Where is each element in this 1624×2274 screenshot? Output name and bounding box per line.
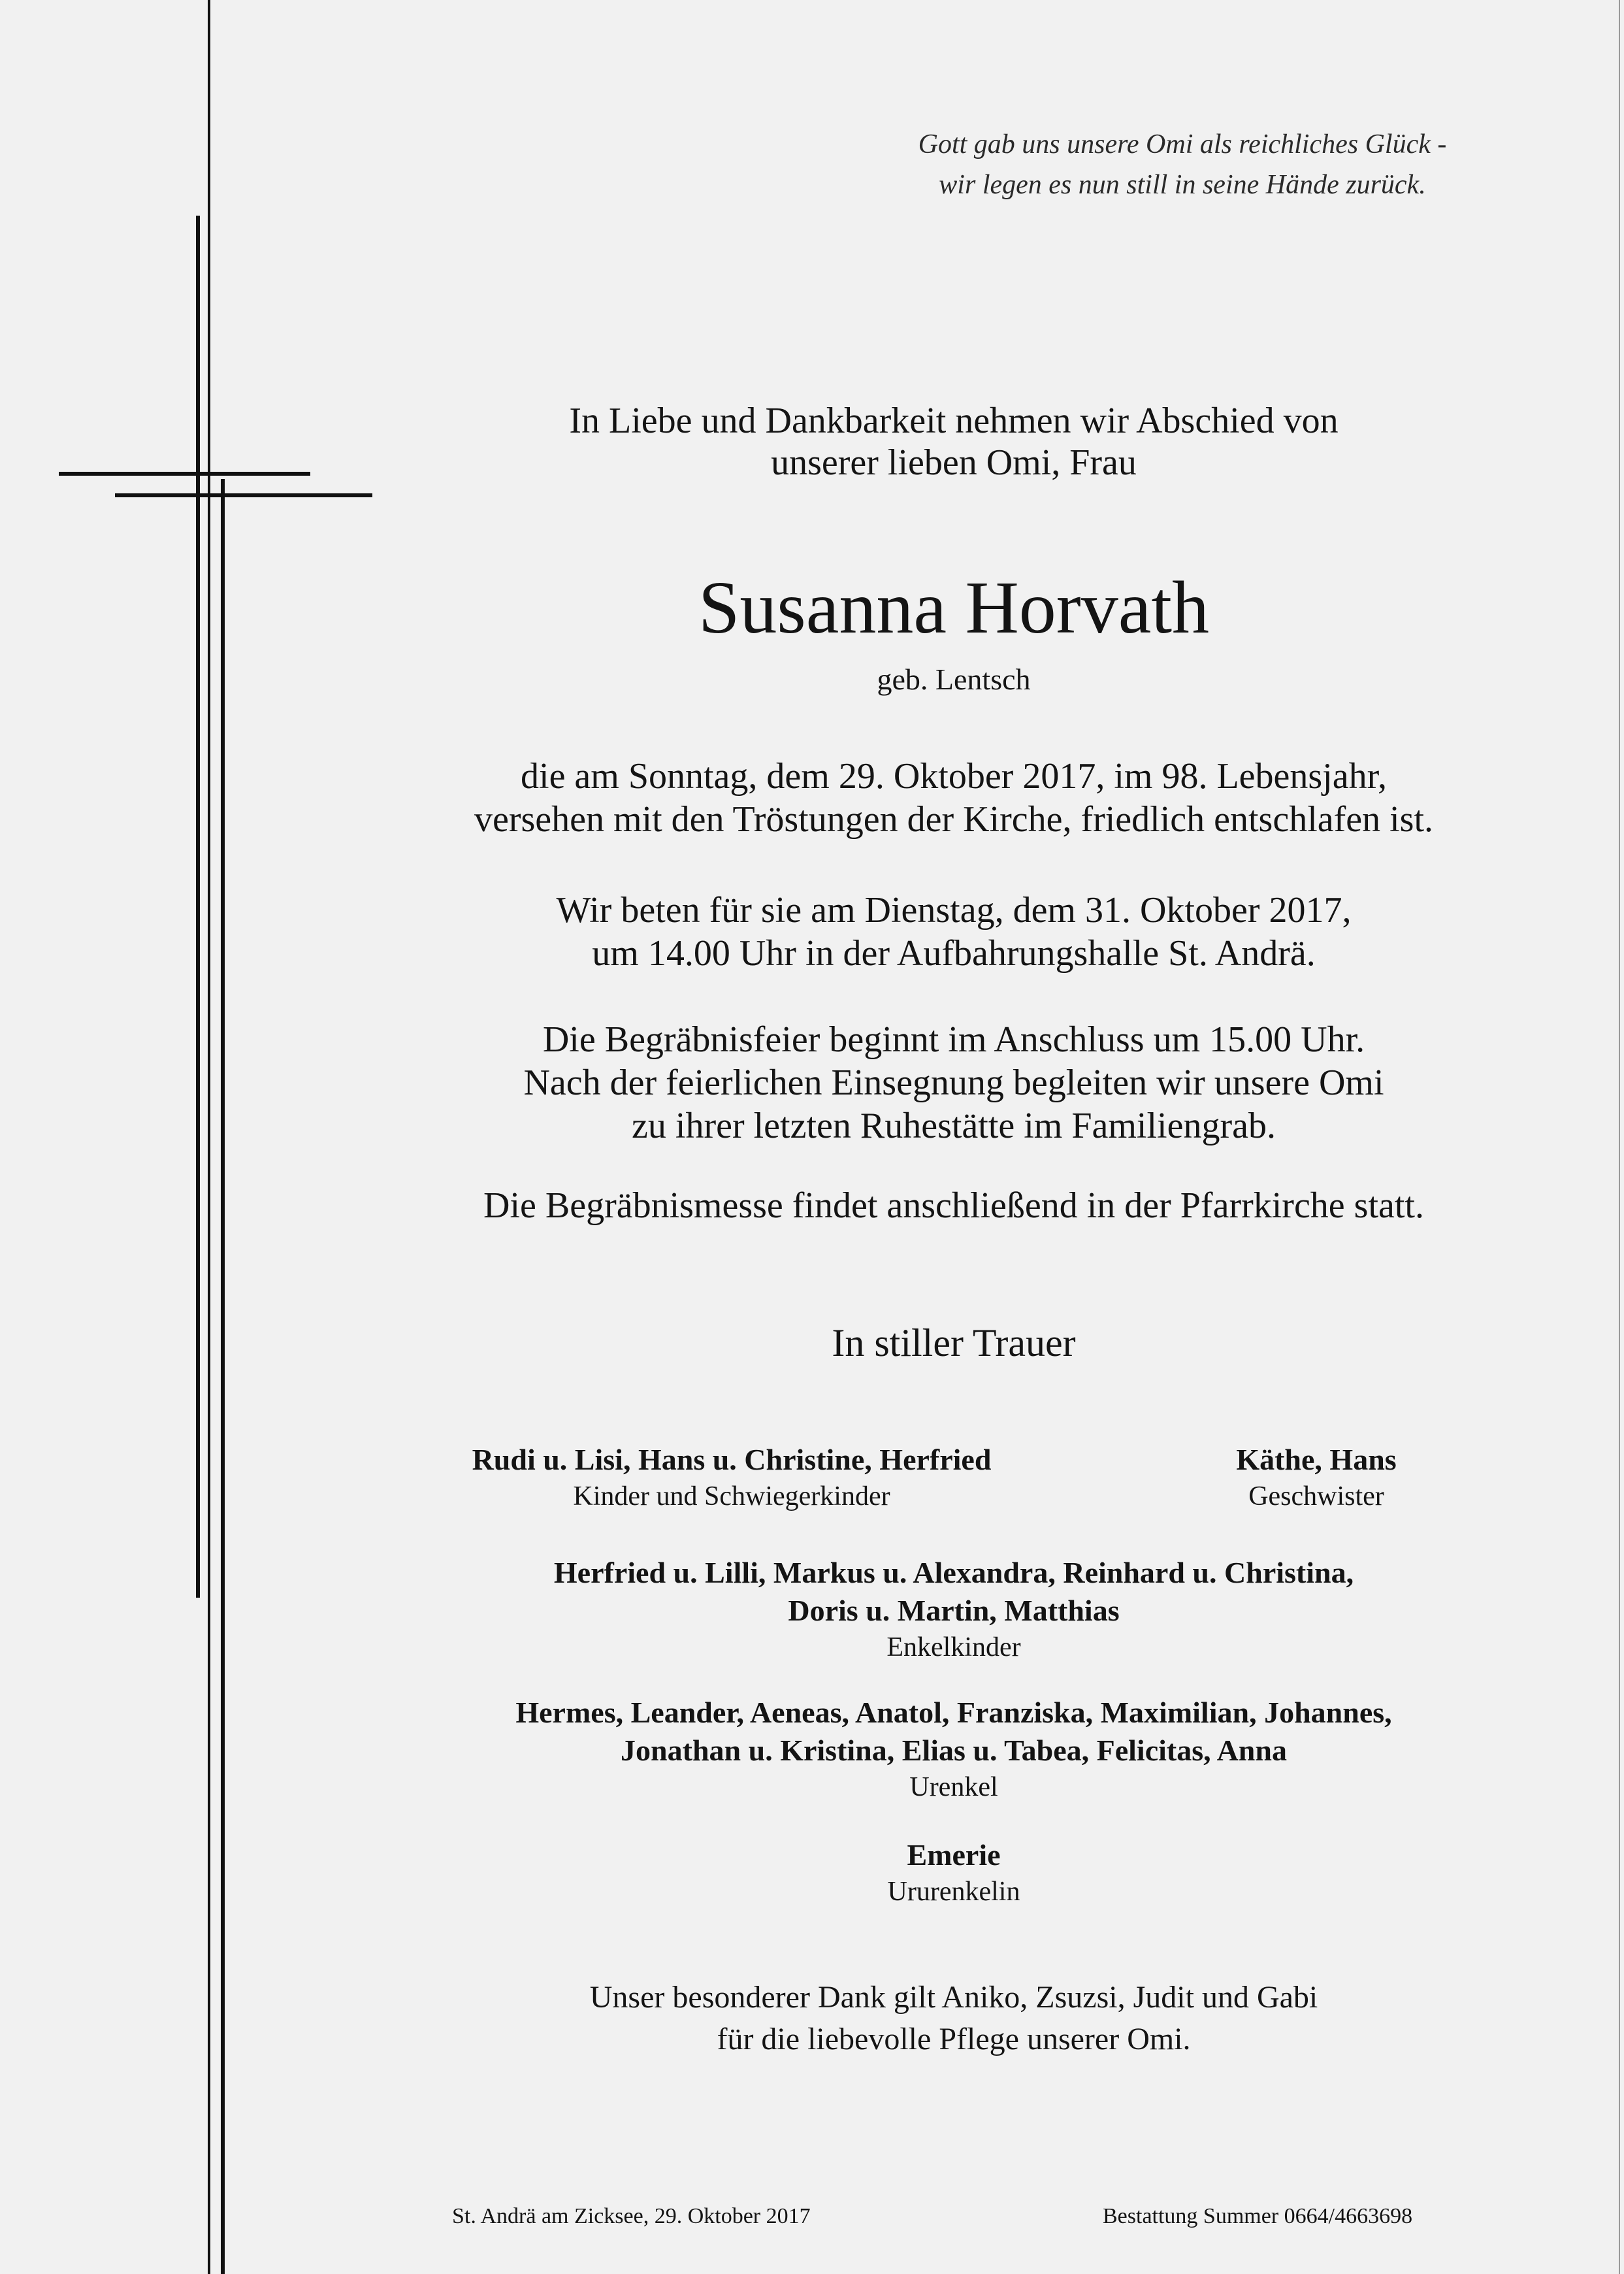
intro-line-1: In Liebe und Dankbarkeit nehmen wir Abschied von (569, 401, 1339, 441)
footer-undertaker: Bestattung Summer 0664/4663698 (1103, 2204, 1413, 2228)
intro-line-2: unserer lieben Omi, Frau (771, 442, 1137, 483)
mourners-great-grandchildren (392, 1694, 1516, 1805)
death-line-1: die am Sonntag, dem 29. Oktober 2017, im 98. Lebensjahr, (521, 756, 1387, 797)
page-left-edge-line (208, 0, 210, 2274)
funeral-paragraph (392, 1018, 1516, 1147)
mass-line-1: Die Begräbnismesse findet anschließend in der Pfarrkirche statt. (483, 1185, 1424, 1226)
footer-place-date: St. Andrä am Zicksee, 29. Oktober 2017 (452, 2204, 811, 2228)
grandchildren-role: Enkelkinder (886, 1632, 1021, 1662)
cross-left-vertical (196, 216, 200, 1598)
mass-paragraph (392, 1184, 1516, 1227)
great-great-grandchildren-role: Ururenkelin (887, 1877, 1020, 1907)
death-line-2: versehen mit den Tröstungen der Kirche, friedlich entschlafen ist. (474, 799, 1434, 840)
prayer-line-1: Wir beten für sie am Dienstag, dem 31. Oktober 2017, (556, 890, 1352, 931)
great-grandchildren-names-2: Jonathan u. Kristina, Elias u. Tabea, Felicitas, Anna (621, 1734, 1287, 1767)
prayer-paragraph (392, 889, 1516, 975)
page-right-edge-line (1619, 0, 1620, 2274)
thanks-paragraph (457, 1977, 1450, 2060)
motto-line-2: wir legen es nun still in seine Hände zurück. (939, 170, 1426, 200)
mourners-grandchildren (392, 1554, 1516, 1665)
mourners-children (392, 1441, 1071, 1514)
siblings-role: Geschwister (1248, 1481, 1384, 1511)
prayer-line-2: um 14.00 Uhr in der Aufbahrungshalle St. Andrä. (592, 933, 1316, 974)
mourning-heading: In stiller Trauer (832, 1321, 1076, 1364)
motto-verse (810, 124, 1555, 205)
cross-right-vertical (221, 479, 225, 2274)
great-grandchildren-names-1: Hermes, Leander, Aeneas, Anatol, Franziska, Maximilian, Johannes, (515, 1696, 1392, 1729)
great-great-grandchildren-names: Emerie (907, 1838, 1001, 1871)
grandchildren-names-2: Doris u. Martin, Matthias (788, 1594, 1120, 1627)
siblings-names: Käthe, Hans (1236, 1443, 1397, 1476)
cross-right-horizontal (115, 493, 372, 497)
thanks-line-1: Unser besonderer Dank gilt Aniko, Zsuzsi, Judit und Gabi (589, 1980, 1318, 2015)
cross-left-horizontal (59, 472, 310, 476)
children-role: Kinder und Schwiegerkinder (573, 1481, 890, 1511)
mourners-siblings (1176, 1441, 1457, 1514)
thanks-line-2: für die liebevolle Pflege unserer Omi. (717, 2022, 1191, 2056)
funeral-line-3: zu ihrer letzten Ruhestätte im Familiengrab. (632, 1106, 1276, 1146)
death-paragraph (392, 755, 1516, 841)
children-names: Rudi u. Lisi, Hans u. Christine, Herfried (472, 1443, 992, 1476)
motto-line-1: Gott gab uns unsere Omi als reichliches Glück - (918, 129, 1447, 159)
funeral-line-1: Die Begräbnisfeier beginnt im Anschluss um 15.00 Uhr. (542, 1019, 1365, 1060)
mourners-great-great-grandchildren (392, 1836, 1516, 1909)
maiden-name: geb. Lentsch (877, 663, 1031, 696)
funeral-line-2: Nach der feierlichen Einsegnung begleiten wir unsere Omi (523, 1063, 1384, 1103)
grandchildren-names-1: Herfried u. Lilli, Markus u. Alexandra, Reinhard u. Christina, (553, 1556, 1354, 1589)
intro-text (457, 400, 1450, 484)
deceased-name: Susanna Horvath (698, 566, 1210, 649)
great-grandchildren-role: Urenkel (909, 1772, 998, 1802)
